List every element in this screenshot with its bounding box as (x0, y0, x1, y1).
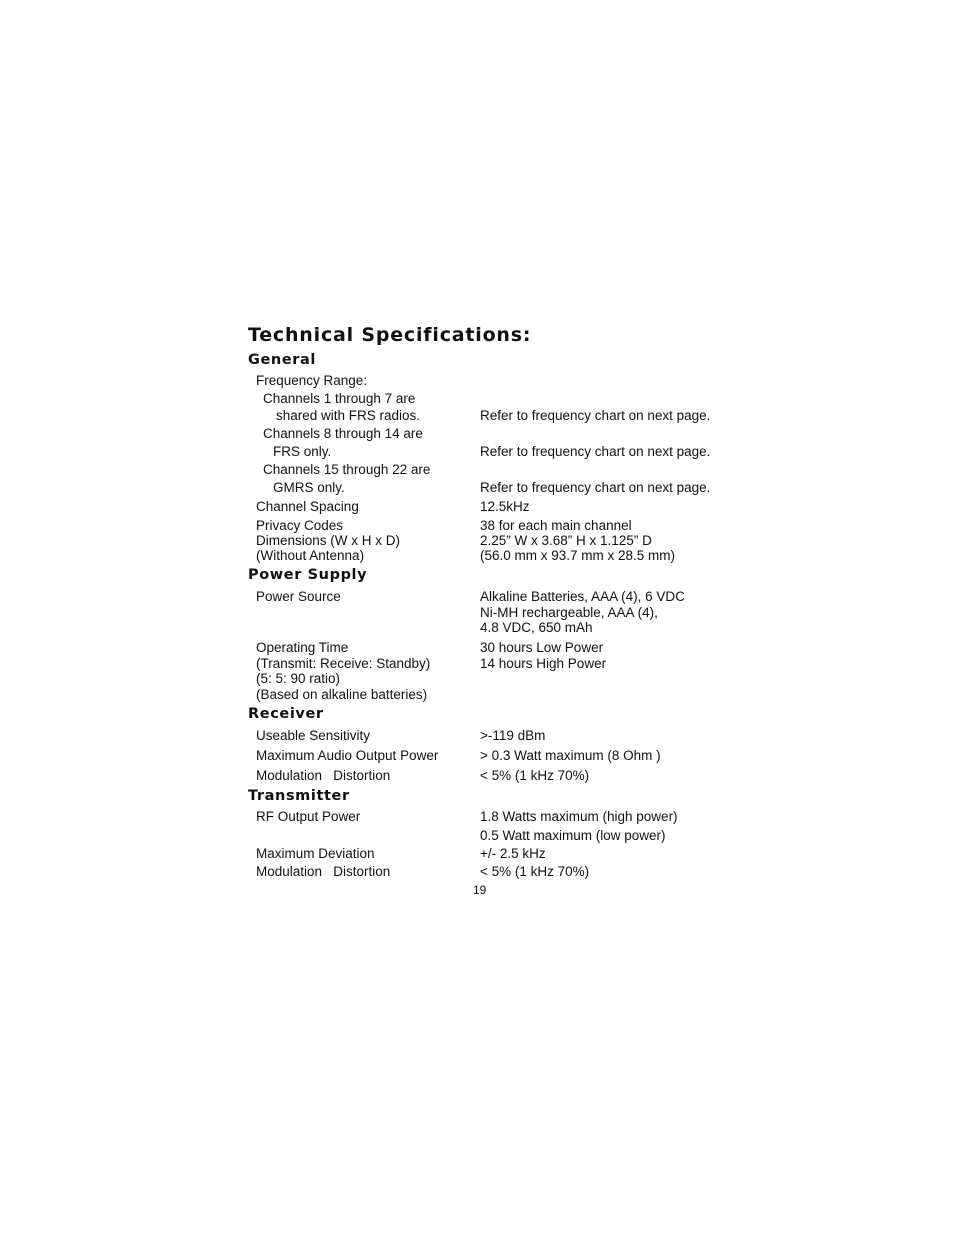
section-heading-transmitter: Transmitter (248, 788, 350, 804)
audio-output-label: Maximum Audio Output Power (256, 748, 439, 763)
power-source-value: Alkaline Batteries, AAA (4), 6 VDC (480, 589, 685, 604)
operating-time-label: Operating Time (256, 640, 349, 655)
channels-8-14-label: Channels 8 through 14 are (263, 426, 423, 441)
rf-output-label: RF Output Power (256, 809, 361, 824)
section-heading-power-supply: Power Supply (248, 567, 368, 583)
power-source-value-3: 4.8 VDC, 650 mAh (480, 620, 593, 635)
rf-output-value-low: 0.5 Watt maximum (low power) (480, 828, 666, 843)
deviation-value: +/- 2.5 kHz (480, 846, 546, 861)
channels-1-7-label-cont: shared with FRS radios. (276, 408, 421, 423)
deviation-label: Maximum Deviation (256, 846, 375, 861)
transmitter-distortion-value: < 5% (1 kHz 70%) (480, 864, 590, 879)
rf-output-value-high: 1.8 Watts maximum (high power) (480, 809, 678, 824)
channel-spacing-value: 12.5kHz (480, 499, 530, 514)
operating-time-value-high: 14 hours High Power (480, 656, 607, 671)
channels-8-14-value: Refer to frequency chart on next page. (480, 444, 711, 459)
transmitter-distortion-label: Modulation Distortion (256, 864, 391, 879)
dimensions-label: Dimensions (W x H x D) (256, 533, 401, 548)
channels-15-22-label: Channels 15 through 22 are (263, 462, 431, 477)
power-source-label: Power Source (256, 589, 341, 604)
page-number: 19 (473, 883, 487, 897)
audio-output-value: > 0.3 Watt maximum (8 Ohm ) (480, 748, 661, 763)
privacy-codes-label: Privacy Codes (256, 518, 344, 533)
operating-time-ratio: (5: 5: 90 ratio) (256, 671, 341, 686)
channels-15-22-value: Refer to frequency chart on next page. (480, 480, 711, 495)
section-heading-receiver: Receiver (248, 706, 324, 722)
power-source-value-2: Ni-MH rechargeable, AAA (4), (480, 605, 658, 620)
dimensions-metric-value: (56.0 mm x 93.7 mm x 28.5 mm) (480, 548, 676, 563)
receiver-distortion-label: Modulation Distortion (256, 768, 391, 783)
channels-8-14-label-cont: FRS only. (273, 444, 332, 459)
operating-time-note: (Transmit: Receive: Standby) (256, 656, 431, 671)
receiver-distortion-value: < 5% (1 kHz 70%) (480, 768, 590, 783)
privacy-codes-value: 38 for each main channel (480, 518, 632, 533)
operating-time-battery-note: (Based on alkaline batteries) (256, 687, 428, 702)
channels-1-7-label: Channels 1 through 7 are (263, 391, 416, 406)
operating-time-value-low: 30 hours Low Power (480, 640, 604, 655)
frequency-range-label: Frequency Range: (256, 373, 368, 388)
sensitivity-value: >-119 dBm (480, 728, 546, 743)
channels-1-7-value: Refer to frequency chart on next page. (480, 408, 711, 423)
section-heading-general: General (248, 352, 316, 368)
page-title: Technical Specifications: (248, 324, 532, 346)
dimensions-value: 2.25” W x 3.68” H x 1.125” D (480, 533, 652, 548)
channel-spacing-label: Channel Spacing (256, 499, 359, 514)
dimensions-note: (Without Antenna) (256, 548, 365, 563)
channels-15-22-label-cont: GMRS only. (273, 480, 345, 495)
sensitivity-label: Useable Sensitivity (256, 728, 371, 743)
